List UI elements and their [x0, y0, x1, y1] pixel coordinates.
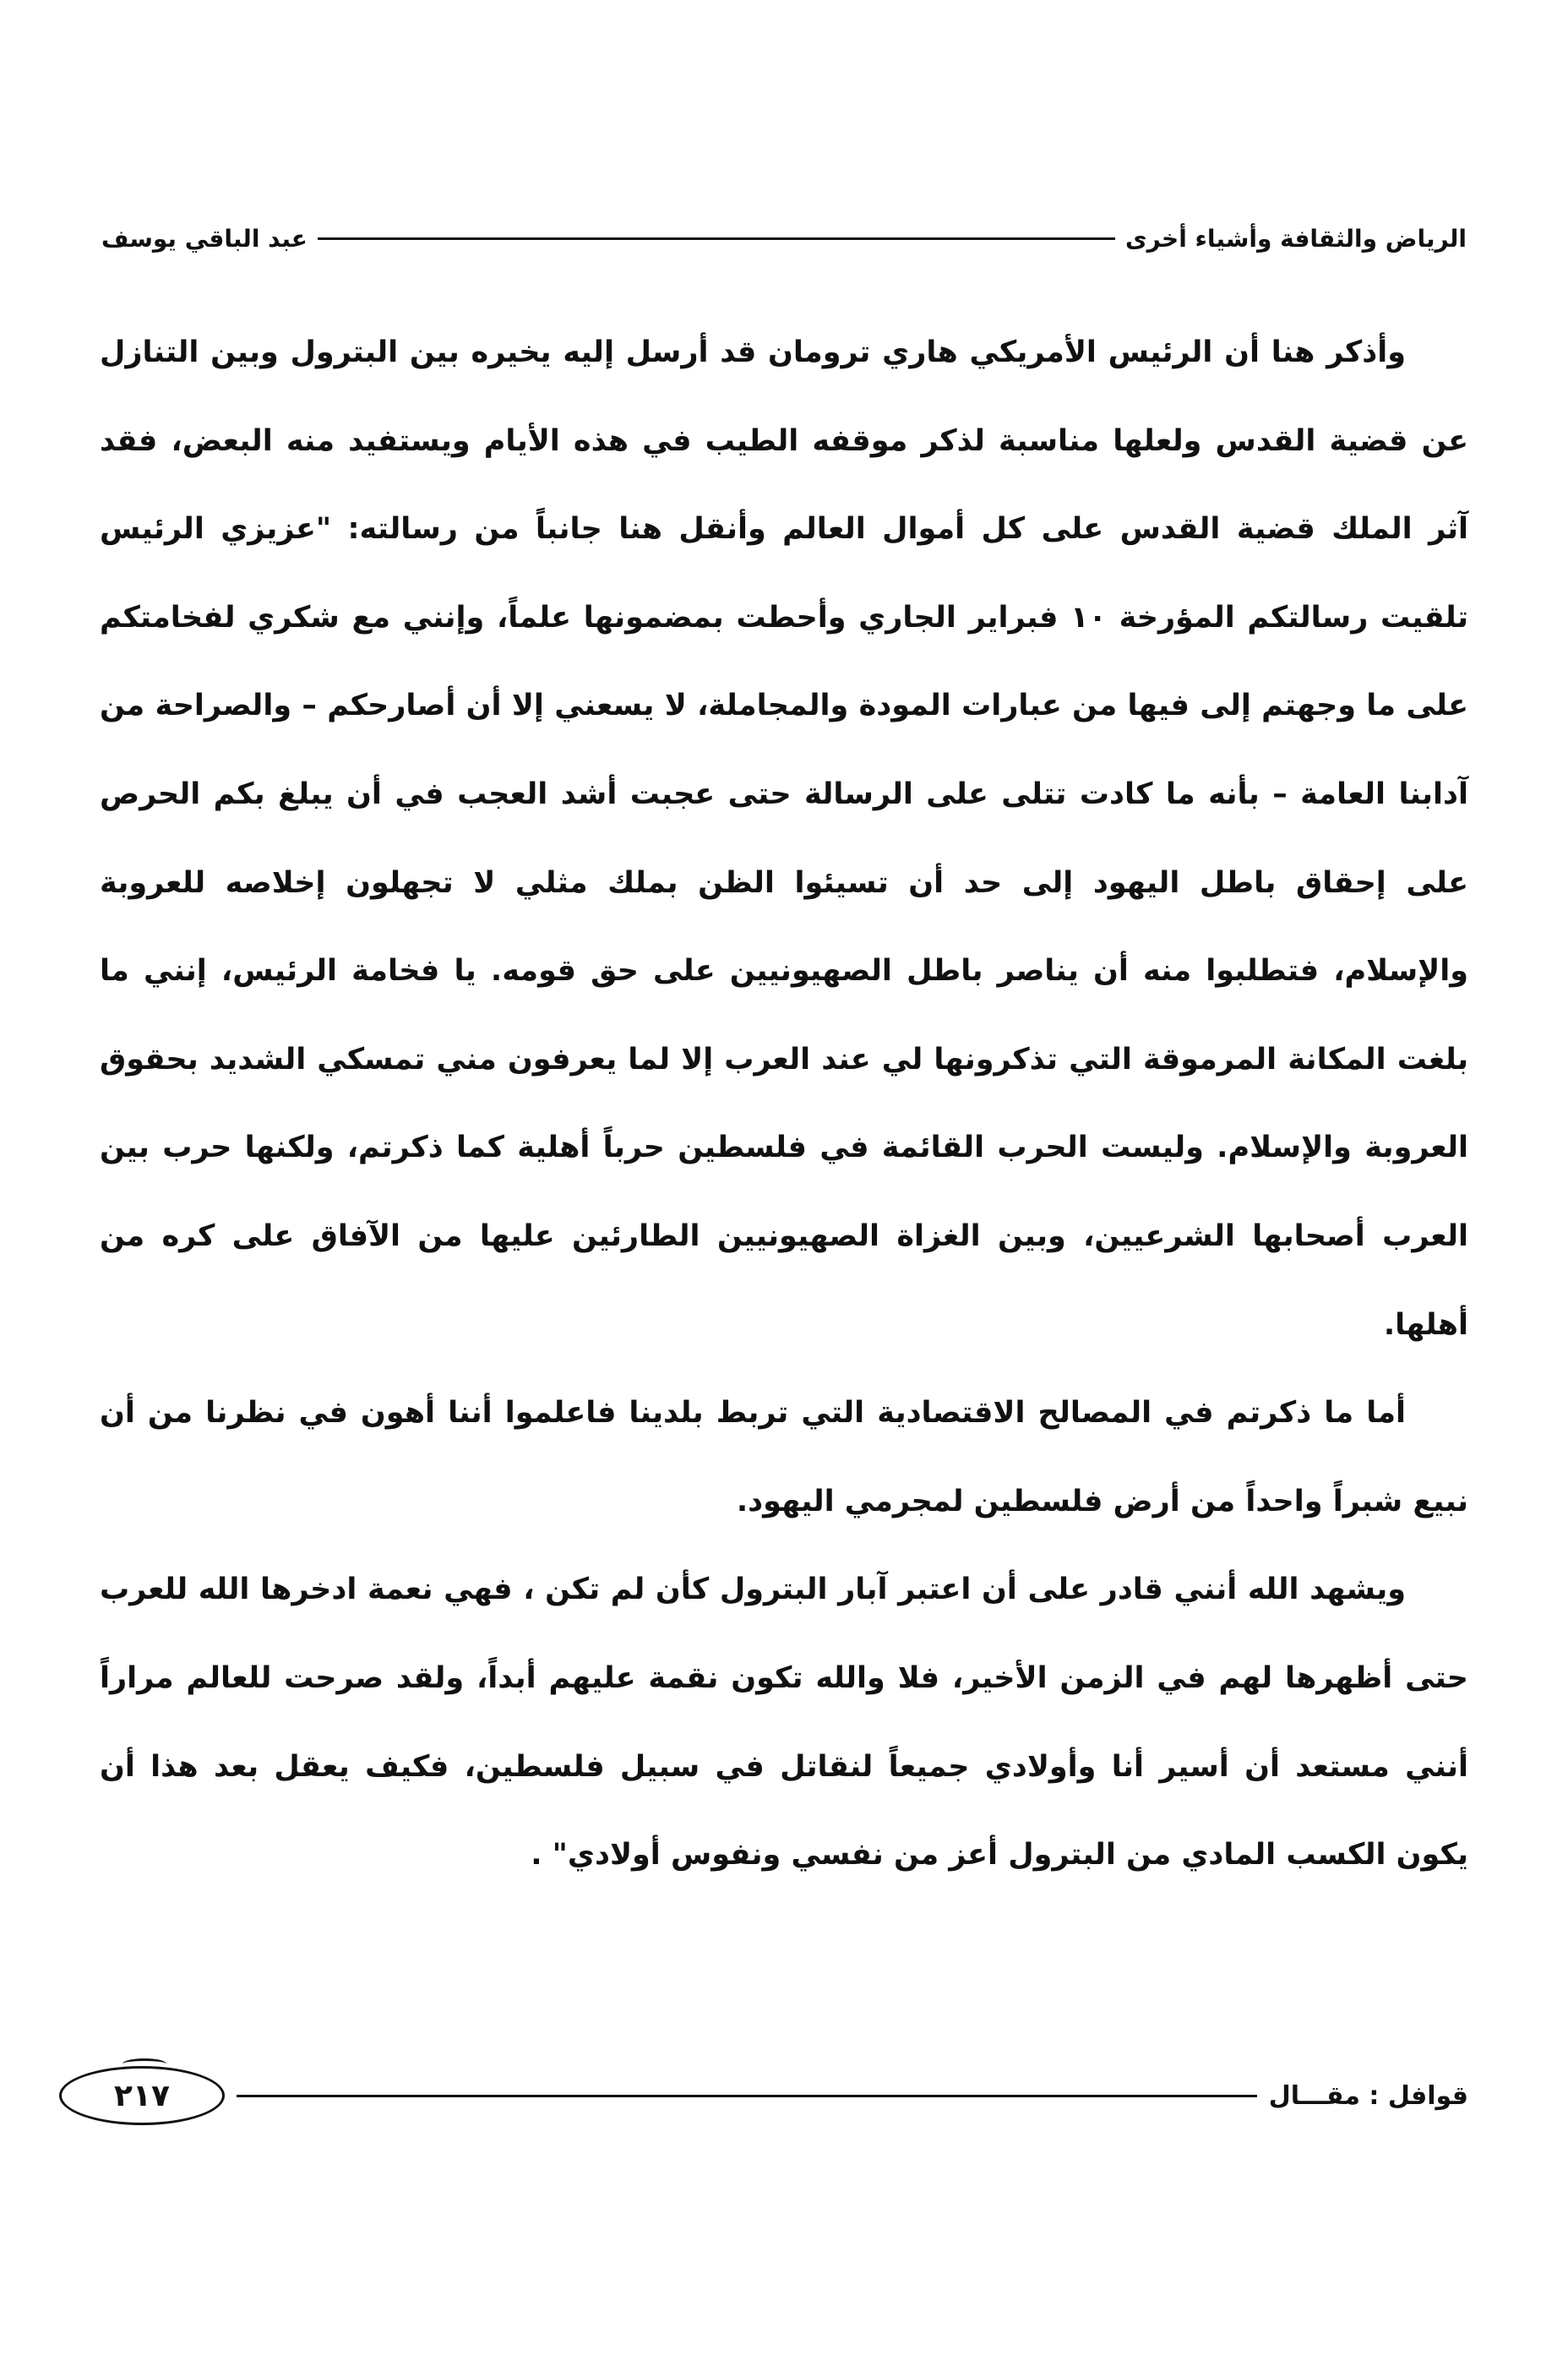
paragraph-1: وأذكر هنا أن الرئيس الأمريكي هاري ترومان قد أرسل إليه يخيره بين البترول وبين التنازل عن قضية القدس ولعلها مناسبة لذكر موقفه الطيب في هذه الأيام ويستفيد منه البعض، فقد آثر الملك قضية القدس على كل أموال العالم وأنقل هنا جانباً من رسالته: "عزيزي الرئيس تلقيت رسالتكم المؤرخة ١٠ فبراير الجاري وأحطت بمضمونها علماً، وإنني مع شكري لفخامتكم على ما وجهتم إلى فيها من عبارات المودة والمجاملة، لا يسعني إلا أن أصارحكم – والصراحة من آدابنا العامة – بأنه ما كادت تتلى على الرسالة حتى عجبت أشد العجب في أن يبلغ بكم الحرص على إحقاق باطل اليهود إلى حد أن تسيئوا الظن بملك مثلي لا تجهلون إخلاصه للعروبة والإسلام، فتطلبوا منه أن يناصر باطل الصهيونيين على حق قومه. يا فخامة الرئيس، إنني ما بلغت المكانة المرموقة التي تذكرونها لي عند العرب إلا لما يعرفون مني تمسكي الشديد بحقوق العروبة والإسلام. وليست الحرب القائمة في فلسطين حرباً أهلية كما ذكرتم، ولكنها حرب بين العرب أصحابها الشرعيين، وبين الغزاة الصهيونيين الطارئين عليها من الآفاق على كره من أهلها. — [100, 335, 1468, 1342]
body-text — [100, 308, 1468, 1900]
footer-rule — [237, 2095, 1257, 2097]
page-footer — [59, 2065, 1468, 2126]
book-title: الرياض والثقافة وأشياء أخرى — [1124, 224, 1467, 253]
page-number-badge — [59, 2066, 225, 2125]
ornament-icon — [122, 2058, 166, 2069]
paragraph-3: ويشهد الله أنني قادر على أن اعتبر آبار البترول كأن لم تكن ، فهي نعمة ادخرها الله للعرب حتى أظهرها لهم في الزمن الأخير، فلا والله تكون نقمة عليهم أبداً، ولقد صرحت للعالم مراراً أنني مستعد أن أسير أنا وأولادي جميعاً لنقاتل في سبيل فلسطين، فكيف يعقل بعد هذا أن يكون الكسب المادي من البترول أعز من نفسي ونفوس أولادي" . — [100, 1573, 1468, 1873]
section-label: قوافل : مقـــال — [1268, 2080, 1468, 2111]
page-number: ٢١٧ — [114, 2078, 170, 2113]
paragraph-2: أما ما ذكرتم في المصالح الاقتصادية التي تربط بلدينا فاعلموا أننا أهون في نظرنا من أن نبيع شبراً واحداً من أرض فلسطين لمجرمي اليهود. — [100, 1396, 1468, 1518]
author-name: عبد الباقي يوسف — [101, 224, 308, 253]
header-rule — [318, 237, 1115, 240]
running-header — [101, 221, 1467, 255]
